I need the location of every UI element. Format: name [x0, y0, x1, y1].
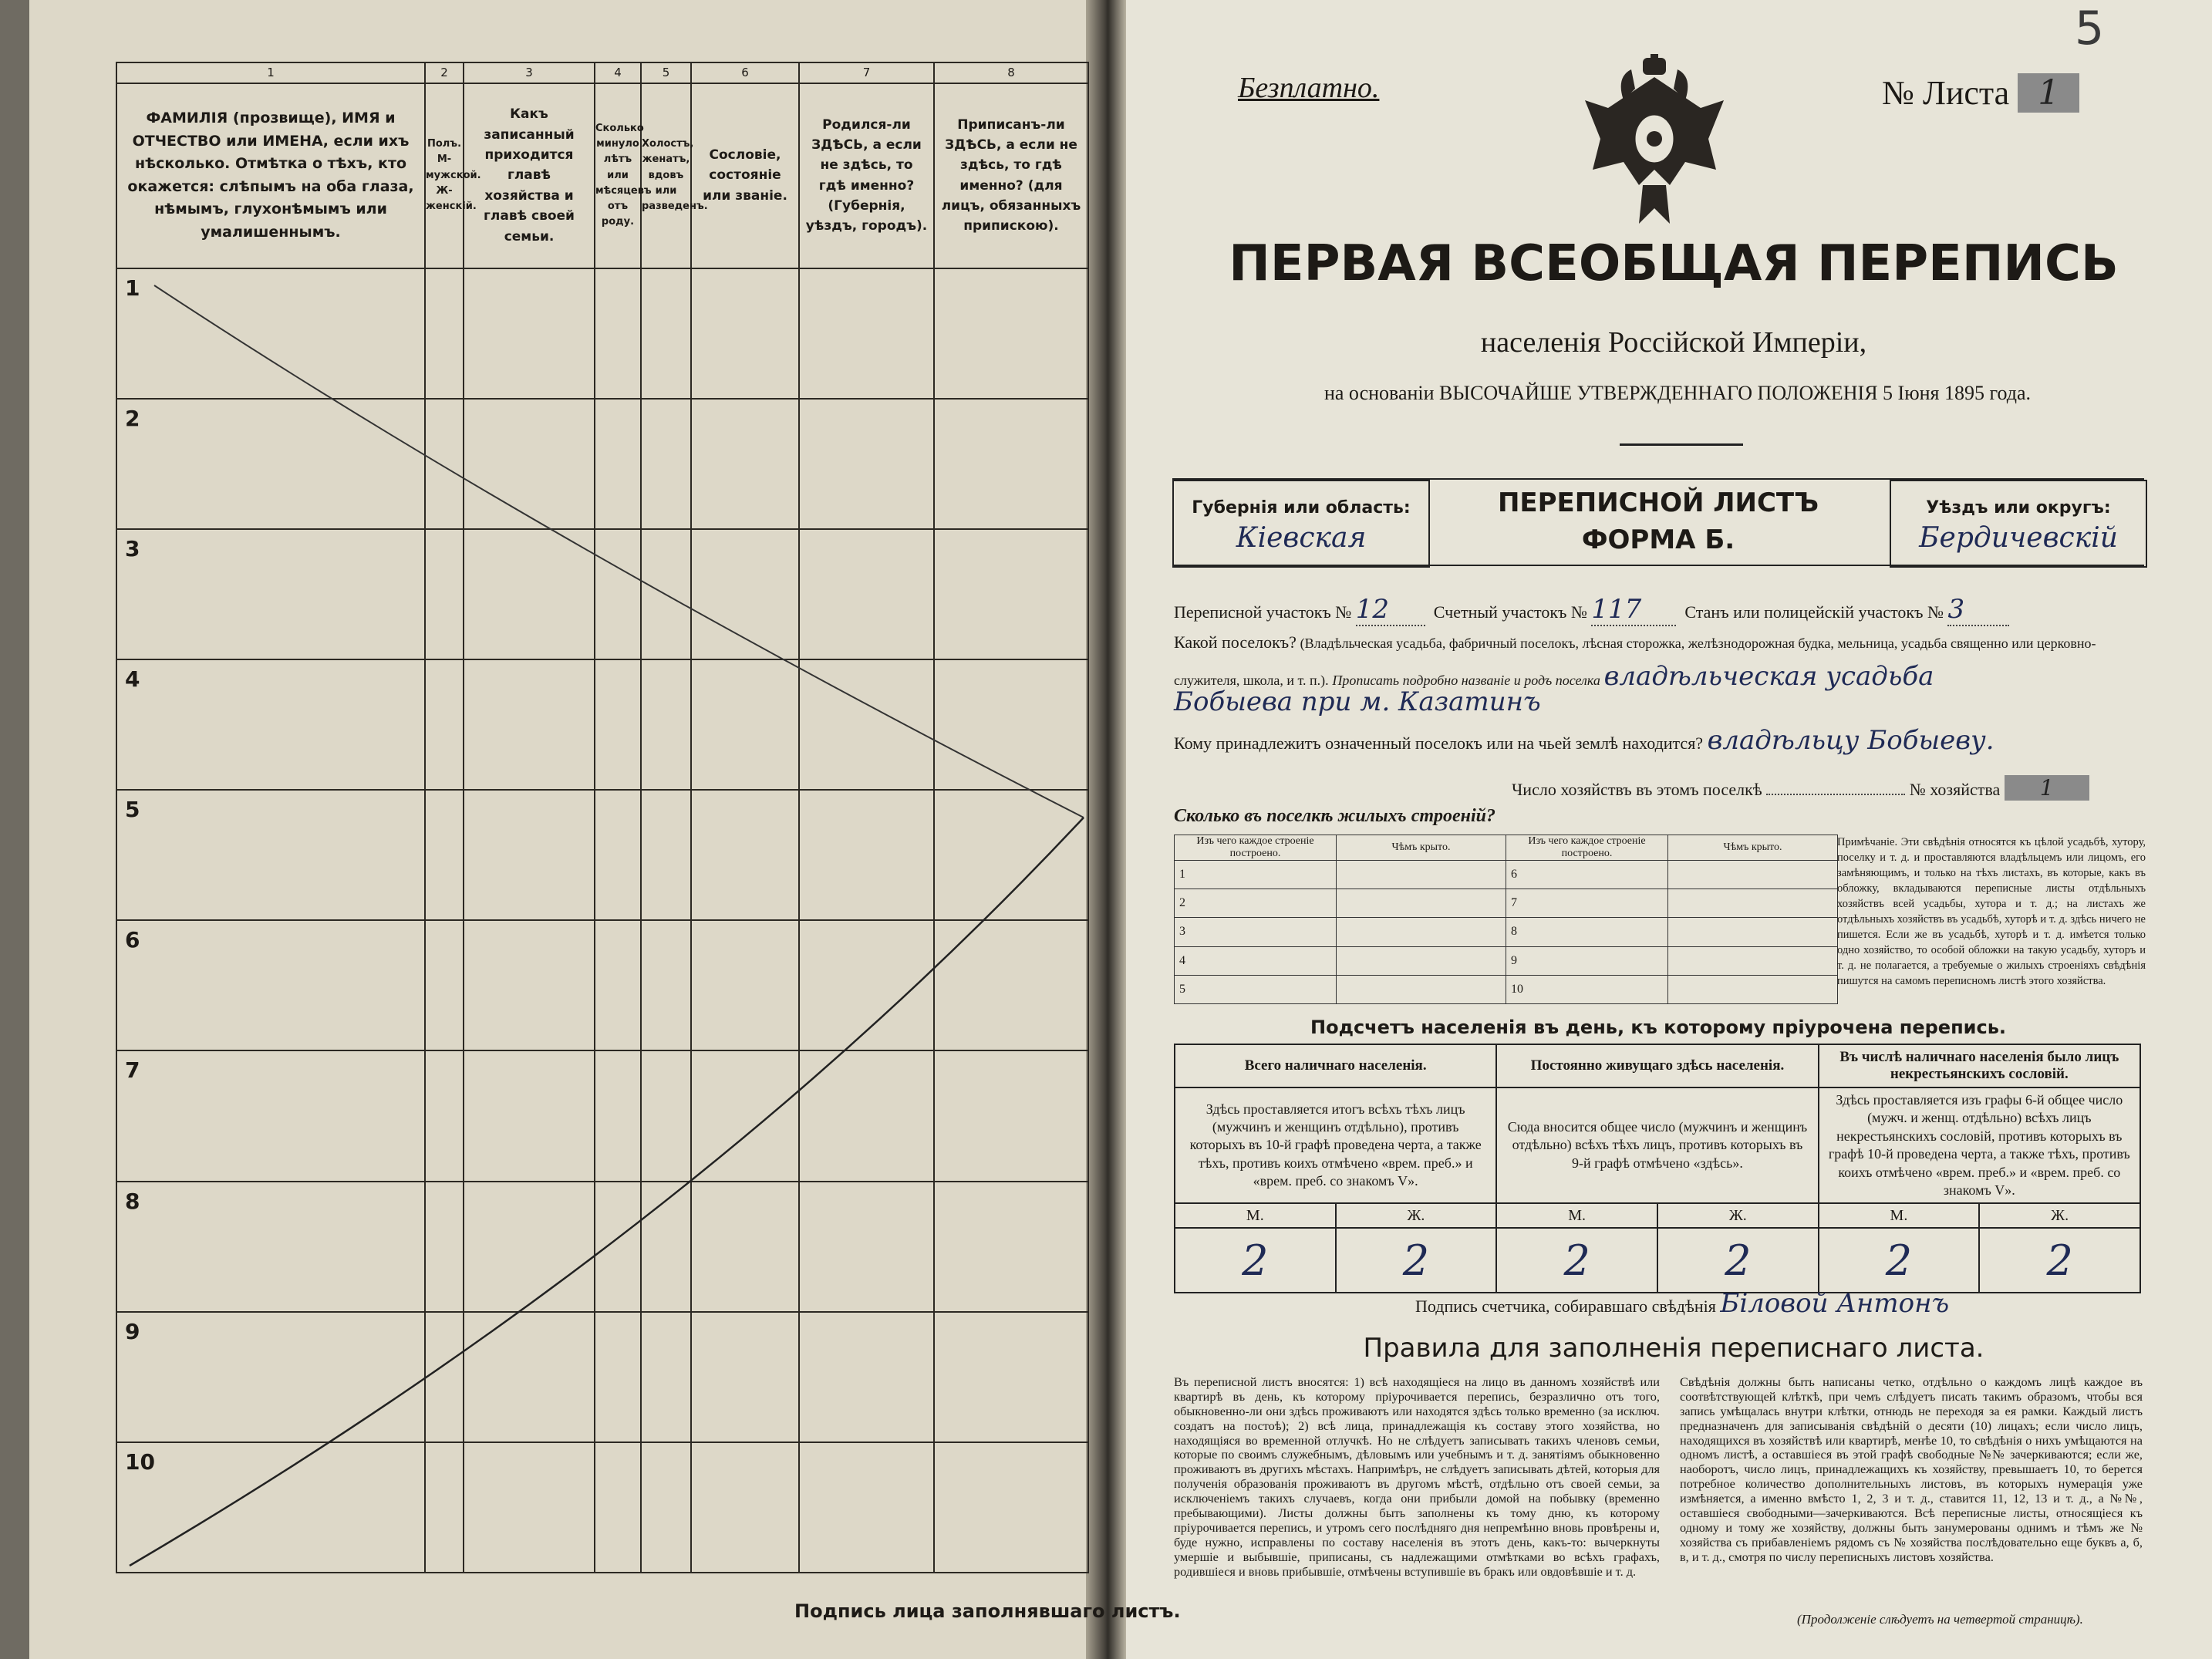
households-label: Число хозяйствъ въ этомъ поселкѣ [1512, 780, 1762, 799]
sex-label: Ж. [1979, 1203, 2140, 1228]
stan-value: 3 [1947, 594, 2009, 626]
settlement-value-1: владѣльческая усадьба [1603, 661, 1934, 693]
building-row-number: 2 [1175, 889, 1337, 918]
sex-label: М. [1175, 1203, 1336, 1228]
count-description: Сюда вносится общее число (мужчинъ и женщинъ отдѣльно) всѣхъ тѣхъ лицъ, противъ которыхъ въ 9-й графѣ отмѣчено «здѣсь». [1496, 1087, 1818, 1203]
count-header: Всего наличнаго населенія. [1175, 1044, 1496, 1087]
rules-column-2: Свѣдѣнія должны быть написаны четко, отдѣльно о каждомъ лицѣ каждое въ соотвѣтствующей клѣткѣ, при чемъ слѣдуетъ писать такимъ образомъ, чтобы вся запись умѣщалась внутри клѣтки, отнюдь не переходя за ея рамки. Каждый листъ предназначенъ для записыванія свѣдѣній о десяти (10) лицахъ; если число лицъ, находящихся въ хозяйствѣ или квартирѣ, менѣе 10, то свѣдѣнія о нихъ умѣщаются на одномъ листѣ, а оставшіеся въ этой графѣ свободные №№ зачеркиваются; если же, наоборотъ, число лицъ, принадлежащихъ къ хозяйству, превышаетъ 10, то берется потребное количество дополнительныхъ листовъ, въ которыхъ нумерація уже измѣняется, а именно вмѣсто 1, 2, 3 и т. д., ставится 11, 12, 13 и т. д., а №№, оставшіеся свободными—зачеркиваются. Всѣ переписные листы, относящіеся къ одному и тому же хозяйству, должны быть занумерованы однимъ и тѣмъ же № хозяйства съ прибавленіемъ рядомъ съ № хозяйства послѣдовательно еще буквъ а, б, в, и т. д., смотря по числу переписныхъ листовъ хозяйства. [1680, 1374, 2143, 1564]
table-row [116, 1050, 1088, 1181]
column-number: 3 [464, 62, 595, 83]
building-row-number: 5 [1175, 975, 1337, 1003]
owner-value: владѣльцу Бобыеву. [1707, 725, 1995, 756]
buildings-header: Изъ чего каждое строеніе построено. [1175, 835, 1337, 861]
row-number: 6 [125, 927, 140, 953]
rules-column-1: Въ переписной листъ вносятся: 1) всѣ находящіеся на лицо въ данномъ хозяйствѣ или квартирѣ въ день, къ которому пріурочивается перепись, безразлично отъ того, обыкновенно-ли они здѣсь проживаютъ или находятся здѣсь только временно (за исключ. создатъ на постоѣ); 2) всѣ лица, принадлежащія къ составу этого хозяйства, но находящіяся во временной отлучкѣ. Но не слѣдуетъ записывать такихъ членовъ семьи, которые по своимъ служебнымъ, дѣловымъ или учебнымъ и т. д. занятіямъ обыкновенно проживаютъ въ другихъ мѣстахъ. Напримѣръ, не слѣдуетъ записывать дѣтей, которыя для полученія образованія проживаютъ въ другомъ мѣстѣ, отдѣльно отъ своей семьи, за исключеніемъ такихъ случаевъ, когда они прибыли домой на побывку (временно пребывающими). Листы должны быть заполнены къ тому дню, къ которому пріурочивается перепись, и утромъ сего послѣдняго дня непремѣнно вновь провѣрены и, буде нужно, исправлены по составу населенія въ этотъ день, какъ-то: вычеркнуты умершіе и выбывшіе, приписаны, съ надлежащими отмѣтками во всѣхъ графахъ, родившіеся и вновь прибывшіе, отмѣчены вступившіе въ бракъ или овдовѣвшіе и т. д. [1174, 1374, 1660, 1579]
uezd-box [1890, 480, 2147, 568]
count-values-row [1175, 1228, 2140, 1293]
count-description: Здѣсь проставляется итогъ всѣхъ тѣхъ лицъ (мужчинъ и женщинъ отдѣльно), противъ которыхъ въ 10-й графѣ проведена черта, а также тѣхъ, противъ коихъ отмѣчено «врем. преб.» и «врем. преб. со знакомъ V». [1175, 1087, 1496, 1203]
uezd-value: Бердичевскій [1919, 522, 2118, 554]
table-row [116, 1312, 1088, 1442]
households-line [1512, 775, 2089, 801]
form-type-title: ПЕРЕПИСНОЙ ЛИСТЪ [1497, 487, 1819, 518]
form-type [1427, 480, 1890, 565]
gubernia-label: Губернія или область: [1192, 498, 1411, 518]
header-name: ФАМИЛІЯ (прозвище), ИМЯ и ОТЧЕСТВО или ИМЕНА, если ихъ нѣсколько. Отмѣтка о тѣхъ, кто окажется: слѣпымъ на оба глаза, нѣмымъ, глухонѣмымъ или умалишеннымъ. [116, 83, 425, 268]
buildings-table [1174, 835, 1837, 1004]
building-row-number: 4 [1175, 946, 1337, 975]
building-row-number: 1 [1175, 861, 1337, 889]
form-subtitle: населенія Россійской Имперіи, [1480, 326, 1867, 359]
row-number: 2 [125, 405, 140, 431]
form-header-box [1172, 478, 2144, 566]
count-value: 2 [1496, 1228, 1657, 1293]
gubernia-value: Кіевская [1236, 522, 1367, 554]
header-age: Сколько минуло лѣтъ или мѣсяцевъ отъ роду. [595, 83, 641, 268]
count-value: 2 [1657, 1228, 1819, 1293]
census-district-value: 12 [1356, 594, 1425, 626]
form-title: ПЕРВАЯ ВСЕОБЩАЯ ПЕРЕПИСЬ [1229, 235, 2119, 292]
table-row [116, 790, 1088, 920]
table-row [1175, 889, 1838, 918]
form-basis: на основаніи ВЫСОЧАЙШЕ УТВЕРЖДЕННАГО ПОЛОЖЕНІЯ 5 Іюня 1895 года. [1323, 382, 2032, 404]
buildings-note: Примѣчаніе. Эти свѣдѣнія относятся къ цѣлой усадьбѣ, хутору, поселку и т. д. и проставляются владѣльцемъ или лицомъ, его замѣняющимъ, и только на тѣхъ листахъ, въ которые, какъ въ обложку, вкладываются переписные листы отдѣльныхъ хозяйствъ всей усадьбы, хутора и т. д.; на листахъ же отдѣльныхъ хозяйствъ въ усадьбѣ, хуторѣ и т. д. здѣсь ничего не пишется. Если же въ усадьбѣ, хуторѣ и т. д. имѣется только одно хозяйство, то особой обложки на такую усадьбу, хуторъ и т. д. не полагается, а требуемые о жилыхъ строеніяхъ свѣдѣнія пишутся на самомъ переписномъ листѣ этого хозяйства. [1837, 836, 2146, 987]
building-row-number: 3 [1175, 918, 1337, 946]
count-description: Здѣсь проставляется изъ графы 6-й общее число (мужч. и женщ. отдѣльно) всѣхъ лицъ некрестьянскихъ сословій, противъ которыхъ въ графѣ 10-й проведена черта, а также тѣхъ, противъ коихъ отмѣчено «врем. преб.» и «врем. преб. со знакомъ V». [1819, 1087, 2140, 1203]
gubernia-box [1172, 480, 1430, 568]
building-row-number: 9 [1506, 946, 1668, 975]
column-number: 4 [595, 62, 641, 83]
ledger-table [116, 62, 1087, 1573]
table-row [1175, 946, 1838, 975]
row-number: 3 [125, 535, 140, 561]
stan-label: Станъ или полицейскій участокъ № [1684, 602, 1944, 622]
sex-label: М. [1496, 1203, 1657, 1228]
table-row [116, 399, 1088, 529]
count-sex-row [1175, 1203, 2140, 1228]
row-number: 1 [125, 275, 140, 301]
table-row [1175, 861, 1838, 889]
sex-label: Ж. [1657, 1203, 1819, 1228]
row-number: 7 [125, 1057, 140, 1084]
count-district-value: 117 [1591, 594, 1676, 626]
table-row [116, 1182, 1088, 1312]
buildings-header: Изъ чего каждое строеніе построено. [1506, 835, 1668, 861]
population-count-title: Подсчетъ населенія въ день, къ которому пріурочена перепись. [1310, 1017, 2006, 1038]
row-number: 9 [125, 1318, 140, 1344]
rules-title: Правила для заполненія переписнаго листа. [1363, 1333, 1984, 1364]
uezd-label: Уѣздъ или округъ: [1926, 498, 2111, 518]
header-sex: Полъ. М-мужской. Ж-женскій. [425, 83, 464, 268]
count-header: Въ числѣ наличнаго населенія было лицъ некрестьянскихъ сословій. [1819, 1044, 2140, 1087]
owner-line [1174, 725, 1995, 756]
settlement-label: Какой поселокъ? [1174, 632, 1297, 652]
form-type-code: ФОРМА Б. [1581, 524, 1735, 555]
building-row-number: 10 [1506, 975, 1668, 1003]
table-row [116, 268, 1088, 399]
header-birthplace: Родился-ли ЗДѢСЬ, а если не здѣсь, то гдѣ именно? (Губернія, уѣздъ, городъ). [799, 83, 934, 268]
sheet-number-field [1882, 73, 2079, 113]
continuation-note: (Продолженіе слѣдуетъ на четвертой страницѣ). [1797, 1612, 2083, 1627]
buildings-header: Чѣмъ крыто. [1668, 835, 1838, 861]
table-row [116, 1442, 1088, 1573]
count-value: 2 [1175, 1228, 1336, 1293]
filler-signature-label: Подпись лица заполнявшаго листъ. [794, 1600, 1181, 1622]
household-number-value: 1 [2005, 775, 2089, 801]
column-header-row [116, 83, 1088, 268]
counter-signature [1415, 1288, 1949, 1319]
table-row [1175, 918, 1838, 946]
page-number: 5 [2075, 2, 2105, 56]
building-row-number: 7 [1506, 889, 1668, 918]
population-count-table [1174, 1044, 2141, 1289]
building-row-number: 8 [1506, 918, 1668, 946]
table-row [116, 529, 1088, 659]
sheet-number-value: 1 [2018, 73, 2079, 113]
buildings-header: Чѣмъ крыто. [1337, 835, 1506, 861]
counter-signature-value: Біловой Антонъ [1720, 1288, 1950, 1319]
header-estate: Сословіе, состояніе или званіе. [691, 83, 799, 268]
count-value: 2 [1979, 1228, 2140, 1293]
header-marital: Холостъ, женатъ, вдовъ или разведенъ. [641, 83, 691, 268]
district-line [1174, 594, 2009, 626]
column-number-row [116, 62, 1088, 83]
column-number: 8 [934, 62, 1088, 83]
household-number-label: № хозяйства [1909, 780, 2001, 799]
count-description-row [1175, 1087, 2140, 1203]
sex-label: Ж. [1336, 1203, 1497, 1228]
settlement-hint: (Владѣльческая усадьба, фабричный поселокъ, лѣсная сторожка, желѣзнодорожная будка, мельница, усадьба священно или церковно-служителя, школа, и т. п.). [1174, 636, 2096, 689]
building-row-number: 6 [1506, 861, 1668, 889]
imperial-eagle-emblem [1577, 54, 1731, 231]
free-label: Безплатно. [1238, 72, 1380, 104]
header-registration: Приписанъ-ли ЗДѢСЬ, а если не здѣсь, то гдѣ именно? (для лицъ, обязанныхъ припискою). [934, 83, 1088, 268]
count-header-row [1175, 1044, 2140, 1087]
count-value: 2 [1336, 1228, 1497, 1293]
divider [1620, 443, 1743, 446]
owner-label: Кому принадлежитъ означенный поселокъ или на чьей землѣ находится? [1174, 733, 1704, 753]
table-row [116, 659, 1088, 790]
column-number: 7 [799, 62, 934, 83]
column-number: 1 [116, 62, 425, 83]
row-number: 5 [125, 797, 140, 823]
row-number: 10 [125, 1448, 155, 1475]
counter-signature-label: Подпись счетчика, собиравшаго свѣдѣнія [1415, 1297, 1716, 1316]
header-relation: Какъ записанный приходится главѣ хозяйства и главѣ своей семьи. [464, 83, 595, 268]
count-header: Постоянно живущаго здѣсь населенія. [1496, 1044, 1818, 1087]
count-value: 2 [1819, 1228, 1980, 1293]
buildings-question: Сколько въ поселкѣ жилыхъ строеній? [1174, 806, 1495, 826]
table-row [1175, 975, 1838, 1003]
count-district-label: Счетный участокъ № [1433, 602, 1587, 622]
column-number: 5 [641, 62, 691, 83]
sheet-number-label: № Листа [1882, 74, 2010, 112]
sex-label: М. [1819, 1203, 1980, 1228]
settlement-value-2: Бобыева при м. Казатинъ [1174, 686, 1541, 717]
buildings-header-row [1175, 835, 1838, 861]
table-row [116, 920, 1088, 1050]
census-district-label: Переписной участокъ № [1174, 602, 1352, 622]
row-number: 4 [125, 666, 140, 693]
column-number: 2 [425, 62, 464, 83]
settlement-hint-2: Прописать подробно названіе и родъ поселка [1332, 673, 1600, 689]
row-number: 8 [125, 1188, 140, 1214]
book-gutter [1086, 0, 1126, 1659]
column-number: 6 [691, 62, 799, 83]
